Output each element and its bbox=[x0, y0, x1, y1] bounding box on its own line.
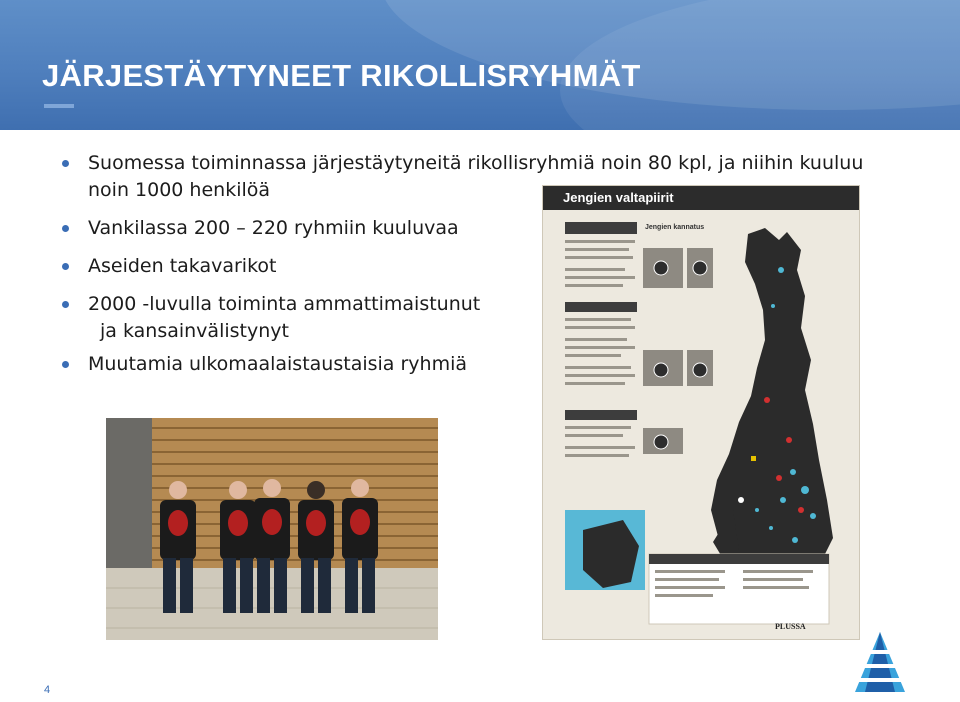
bullet-text: Muutamia ulkomaalaistaustaisia ryhmiä bbox=[88, 353, 467, 375]
map-header bbox=[543, 186, 859, 210]
map-heading: Jengien valtapiirit bbox=[563, 190, 674, 205]
bullet-dot bbox=[62, 160, 69, 167]
slide-header bbox=[0, 0, 960, 130]
bullet-dot bbox=[62, 301, 69, 308]
bullet-continuation: ja kansainvälistynyt bbox=[100, 320, 289, 342]
organization-logo bbox=[855, 632, 905, 692]
title-underline bbox=[44, 104, 74, 108]
bullet-text: Suomessa toiminnassa järjestäytyneitä rikollisryhmiä noin 80 kpl, ja niihin kuuluu noin 1000 henkilöä bbox=[88, 152, 864, 201]
map-subheading: Jengien kannatus bbox=[645, 224, 705, 231]
map-footer: PLUSSA bbox=[775, 622, 806, 631]
gang-territories-map bbox=[542, 185, 860, 640]
bullet-dot bbox=[62, 225, 69, 232]
bullet-dot bbox=[62, 263, 69, 270]
slide-title: JÄRJESTÄYTYNEET RIKOLLISRYHMÄT bbox=[42, 58, 641, 93]
bullet-text: 2000 -luvulla toiminta ammattimaistunut bbox=[88, 293, 481, 315]
gang-members-photo bbox=[106, 418, 438, 640]
bullet-dot bbox=[62, 361, 69, 368]
page-number: 4 bbox=[44, 684, 51, 696]
map-illustration bbox=[543, 210, 859, 640]
bullet-text: Vankilassa 200 – 220 ryhmiin kuuluvaa bbox=[88, 217, 459, 239]
photo-illustration bbox=[106, 418, 438, 640]
bullet-text: Aseiden takavarikot bbox=[88, 255, 277, 277]
